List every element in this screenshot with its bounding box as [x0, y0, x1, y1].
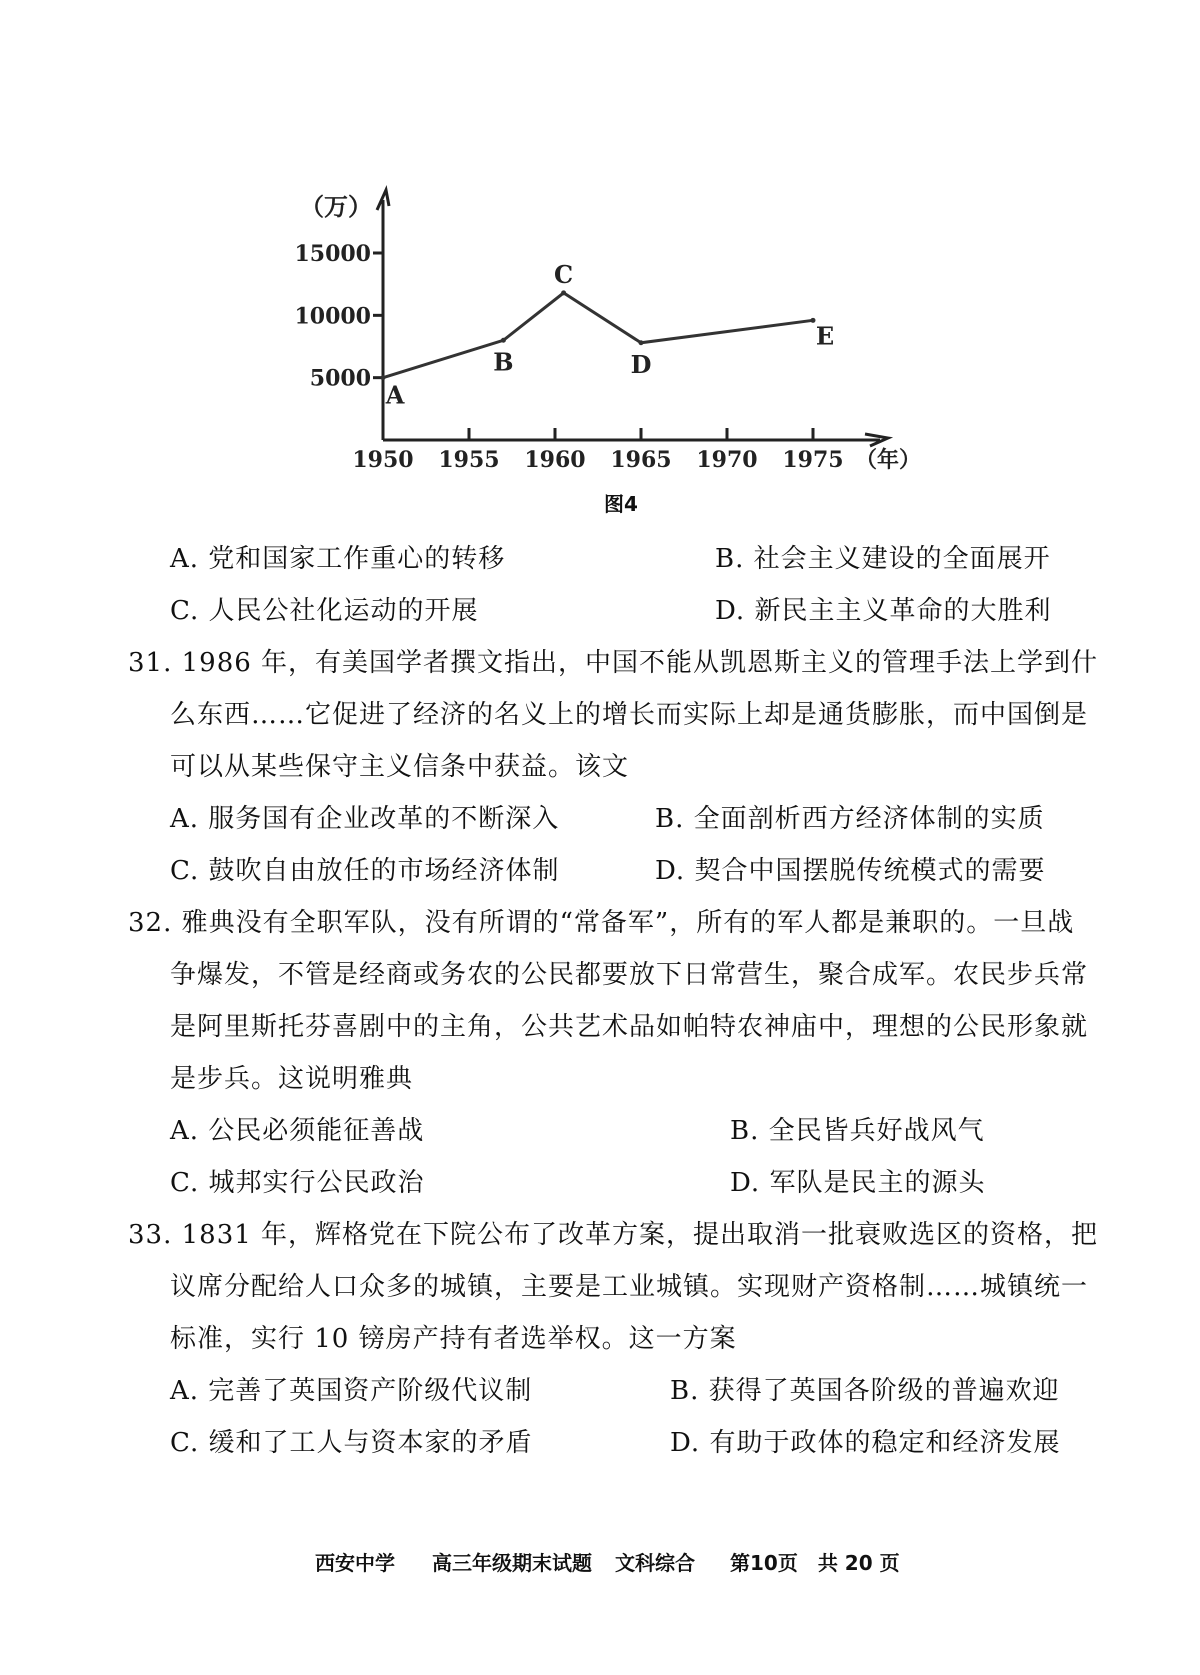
- data-point-c: [561, 290, 566, 295]
- q32-stem-line-1: 32. 雅典没有全职军队，没有所谓的“常备军”，所有的军人都是兼职的。一旦战: [128, 908, 1075, 938]
- chart-series: [381, 260, 835, 410]
- data-point-e: [811, 318, 816, 323]
- y-tick-label: 15000: [294, 241, 371, 267]
- footer-school: 西安中学: [315, 1551, 395, 1575]
- q33-option-b: B. 获得了英国各阶级的普遍欢迎: [670, 1376, 1060, 1406]
- y-tick-label: 5000: [309, 365, 371, 392]
- q31-option-b: B. 全面剖析西方经济体制的实质: [655, 804, 1045, 834]
- x-tick-label: 1955: [438, 447, 500, 473]
- q30-option-c: C. 人民公社化运动的开展: [170, 596, 479, 626]
- q33-stem-line-1: 33. 1831 年，辉格党在下院公布了改革方案，提出取消一批衰败选区的资格，把: [128, 1220, 1099, 1250]
- point-label-a: A: [385, 380, 405, 410]
- q32-stem-line-4: 是步兵。这说明雅典: [170, 1064, 414, 1094]
- data-point-d: [639, 340, 644, 345]
- q32-option-b: B. 全民皆兵好战风气: [730, 1116, 985, 1146]
- q30-option-a: A. 党和国家工作重心的转移: [170, 544, 506, 574]
- population-line-chart: [0, 0, 1200, 500]
- q32-stem-line-3: 是阿里斯托芬喜剧中的主角，公共艺术品如帕特农神庙中，理想的公民形象就: [170, 1012, 1089, 1042]
- point-label-e: E: [815, 321, 835, 351]
- data-point-a: [381, 375, 386, 380]
- x-tick-label: 1975: [782, 447, 844, 473]
- point-label-d: D: [630, 349, 652, 379]
- point-label-c: C: [554, 259, 574, 289]
- x-tick-label: 1950: [352, 447, 414, 473]
- data-point-b: [501, 338, 506, 343]
- q31-option-c: C. 鼓吹自由放任的市场经济体制: [170, 856, 560, 886]
- q31-stem-line-3: 可以从某些保守主义信条中获益。该文: [170, 752, 630, 782]
- q30-option-d: D. 新民主主义革命的大胜利: [715, 596, 1052, 626]
- q32-option-c: C. 城邦实行公民政治: [170, 1168, 425, 1198]
- x-tick-label: 1970: [696, 447, 758, 473]
- q32-stem-line-2: 争爆发，不管是经商或务农的公民都要放下日常营生，聚合成军。农民步兵常: [170, 960, 1089, 990]
- x-tick-label: 1960: [524, 447, 586, 473]
- series-line: [383, 293, 813, 378]
- figure-caption: 图4: [604, 492, 638, 516]
- q31-stem-line-1: 31. 1986 年，有美国学者撰文指出，中国不能从凯恩斯主义的管理手法上学到什: [128, 648, 1099, 678]
- q31-option-d: D. 契合中国摆脱传统模式的需要: [655, 856, 1046, 886]
- y-tick-label: 10000: [294, 303, 371, 330]
- x-tick-label: 1965: [610, 447, 672, 473]
- q32-option-d: D. 军队是民主的源头: [730, 1168, 986, 1198]
- footer-exam: 高三年级期末试题: [432, 1551, 592, 1575]
- x-axis-unit-label: （年）: [855, 447, 922, 473]
- q31-option-a: A. 服务国有企业改革的不断深入: [170, 804, 560, 834]
- q32-option-a: A. 公民必须能征善战: [170, 1116, 425, 1146]
- footer-page: 第10页 共 20 页: [730, 1551, 900, 1575]
- q33-option-a: A. 完善了英国资产阶级代议制: [170, 1376, 533, 1406]
- point-label-b: B: [493, 347, 514, 377]
- y-axis-unit-label: （万）: [300, 192, 372, 221]
- q31-stem-line-2: 么东西……它促进了经济的名义上的增长而实际上却是通货膨胀，而中国倒是: [170, 700, 1089, 730]
- q33-option-d: D. 有助于政体的稳定和经济发展: [670, 1428, 1061, 1458]
- q33-option-c: C. 缓和了工人与资本家的矛盾: [170, 1428, 533, 1458]
- q33-stem-line-2: 议席分配给人口众多的城镇，主要是工业城镇。实现财产资格制……城镇统一: [170, 1272, 1089, 1302]
- q33-stem-line-3: 标准，实行 10 镑房产持有者选举权。这一方案: [170, 1324, 737, 1354]
- q30-option-b: B. 社会主义建设的全面展开: [715, 544, 1051, 574]
- footer-subject: 文科综合: [615, 1551, 695, 1575]
